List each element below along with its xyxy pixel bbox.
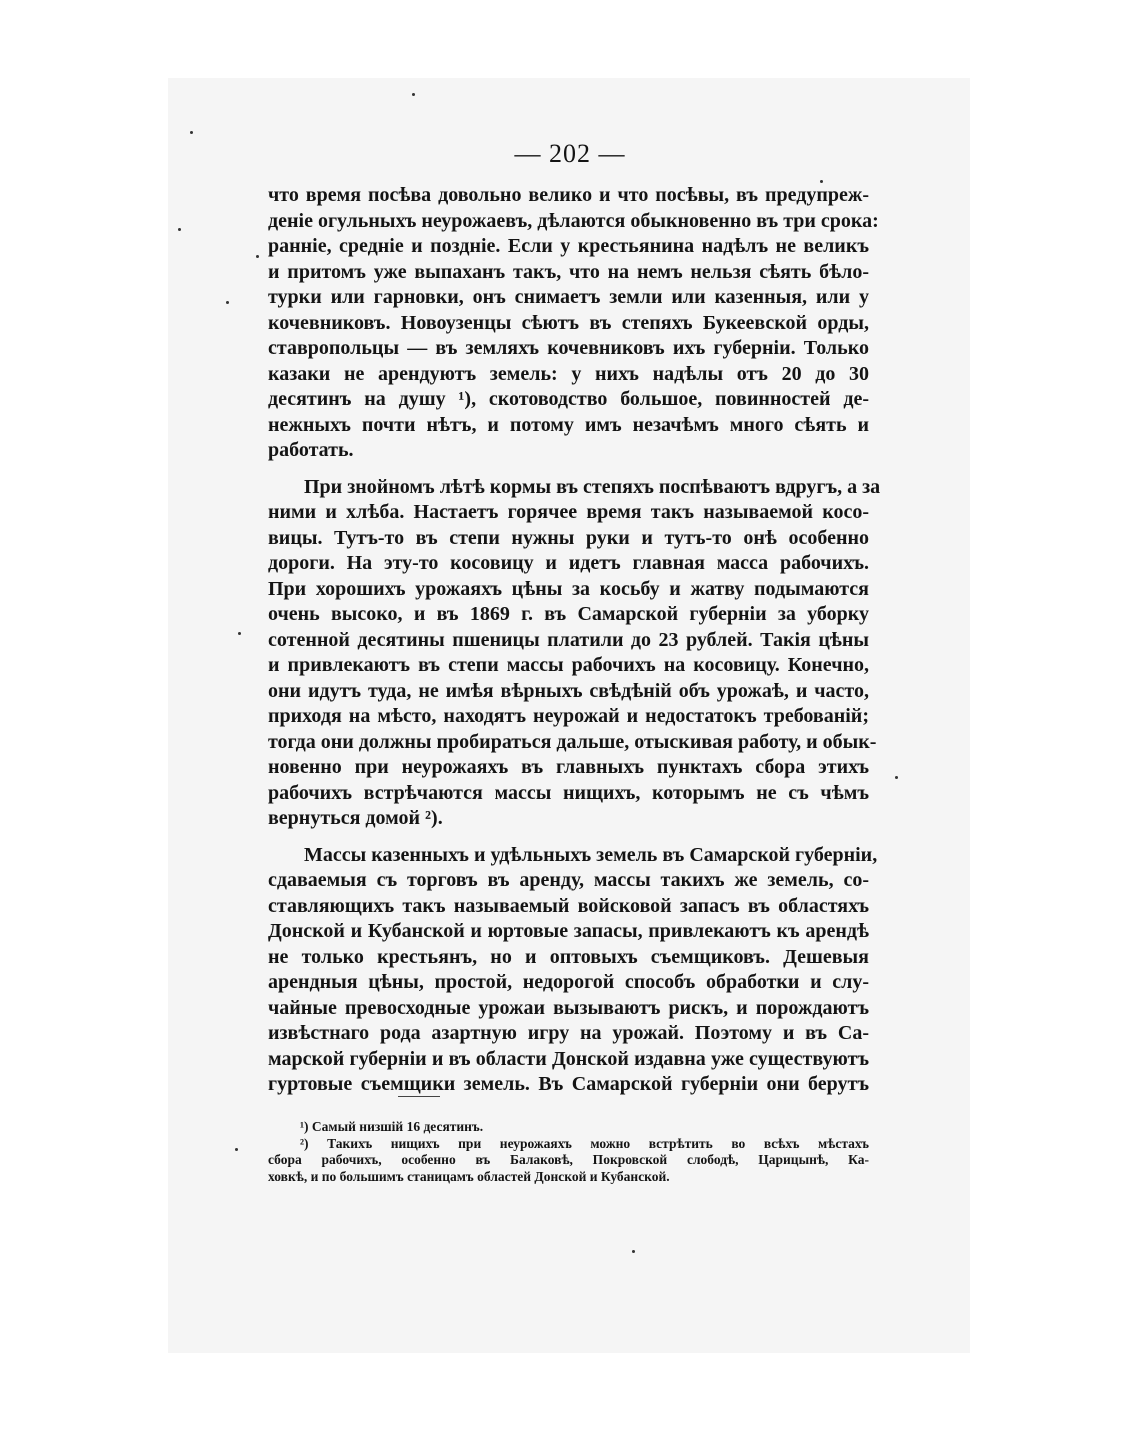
- text-line: казаки не арендуютъ земель: у нихъ надѣлы отъ 20 до 30: [268, 362, 869, 385]
- page-number: — 202 —: [514, 139, 626, 168]
- text-line: марской губерніи и въ области Донской издавна уже существуютъ: [268, 1047, 869, 1070]
- scan-speck: [235, 1148, 238, 1151]
- scan-speck: [256, 255, 259, 258]
- text-line: что время посѣва довольно велико и что посѣвы, въ предупреж-: [268, 184, 869, 206]
- footnote-line: ²) Такихъ нищихъ при неурожаяхъ можно встрѣтить во всѣхъ мѣстахъ: [300, 1135, 869, 1151]
- text-line: ними и хлѣба. Настаетъ горячее время такъ называемой косо-: [268, 501, 869, 523]
- text-line: чайные превосходные урожаи вызываютъ рискъ, и порождаютъ: [268, 996, 869, 1019]
- paragraph-3: [268, 843, 878, 1098]
- text-line: и привлекаютъ въ степи массы рабочихъ на косовицу. Конечно,: [268, 654, 869, 676]
- footnotes: [268, 1119, 869, 1185]
- scan-speck: [226, 301, 229, 304]
- text-line: Донской и Кубанской и юртовые запасы, привлекаютъ къ арендѣ: [268, 920, 869, 942]
- text-line: десятинъ на душу ¹), скотоводство большое, повинностей де-: [268, 388, 869, 410]
- text-line: очень высоко, и въ 1869 г. въ Самарской губерніи за уборку: [268, 603, 869, 625]
- text-line: сотенной десятины пшеницы платили до 23 рублей. Такія цѣны: [268, 628, 869, 651]
- paragraph-2: [268, 475, 881, 832]
- footnote-line: сбора рабочихъ, особенно въ Балаковѣ, Покровской слободѣ, Царицынѣ, Ка-: [268, 1152, 869, 1167]
- text-line: работать.: [268, 439, 354, 461]
- scan-speck: [238, 632, 241, 635]
- text-line: ранніе, средніе и поздніе. Если у крестьянина надѣлъ не великъ: [268, 235, 869, 257]
- text-line: и притомъ уже выпаханъ такъ, что на немъ нельзя сѣять бѣло-: [268, 260, 869, 283]
- text-line: деніе огульныхъ неурожаевъ, дѣлаются обыкновенно въ три срока:: [268, 209, 879, 232]
- text-line: тогда они должны пробираться дальше, отыскивая работу, и обык-: [268, 730, 877, 753]
- text-line: они идутъ туда, не имѣя вѣрныхъ свѣдѣній объ урожаѣ, и часто,: [268, 679, 869, 702]
- scan-speck: [895, 776, 898, 779]
- text-line: ставляющихъ такъ называемый войсковой запасъ въ областяхъ: [268, 894, 869, 917]
- paragraph-1: [268, 183, 879, 464]
- text-line: При хорошихъ урожаяхъ цѣны за косьбу и жатву подымаются: [268, 577, 869, 600]
- body-text: [268, 183, 881, 1109]
- scan-speck: [632, 1250, 635, 1253]
- scan-speck: [820, 180, 823, 183]
- footnote-line: ховкѣ, и по большимъ станицамъ областей Донской и Кубанской.: [268, 1168, 670, 1184]
- text-line: рабочихъ встрѣчаются массы нищихъ, которымъ не съ чѣмъ: [268, 781, 869, 804]
- text-line: извѣстнаго рода азартную игру на урожай. Поэтому и въ Са-: [268, 1022, 869, 1044]
- text-line: ставропольцы — въ земляхъ кочевниковъ ихъ губерніи. Только: [268, 337, 869, 359]
- text-line: арендныя цѣны, простой, недорогой способъ обработки и слу-: [268, 971, 869, 993]
- text-line: нежныхъ почти нѣтъ, и потому имъ незачѣмъ много сѣять и: [268, 413, 869, 436]
- text-line: приходя на мѣсто, находятъ неурожай и недостатокъ требованій;: [268, 705, 869, 727]
- text-line: новенно при неурожаяхъ въ главныхъ пунктахъ сбора этихъ: [268, 756, 869, 778]
- text-line: вицы. Тутъ-то въ степи нужны руки и тутъ-то онѣ особенно: [268, 526, 869, 549]
- text-line: не только крестьянъ, но и оптовыхъ съемщиковъ. Дешевыя: [268, 945, 869, 968]
- text-line: гуртовые съемщики земель. Въ Самарской губерніи они берутъ: [268, 1073, 869, 1095]
- text-line: При знойномъ лѣтѣ кормы въ степяхъ поспѣваютъ вдругъ, а за: [304, 475, 881, 498]
- text-line: Массы казенныхъ и удѣльныхъ земель въ Самарской губерніи,: [304, 843, 878, 866]
- footnote-separator: [398, 1096, 440, 1097]
- text-line: дороги. На эту-то косовицу и идетъ главная масса рабочихъ.: [268, 552, 869, 574]
- scan-speck: [190, 131, 193, 134]
- text-line: сдаваемыя съ торговъ въ аренду, массы такихъ же земель, со-: [268, 869, 869, 891]
- footnote-line: ¹) Самый низшій 16 десятинъ.: [300, 1119, 484, 1134]
- text-line: турки или гарновки, онъ снимаетъ земли или казенныя, или у: [268, 286, 869, 308]
- text-line: кочевниковъ. Новоузенцы сѣютъ въ степяхъ Букеевской орды,: [268, 311, 869, 334]
- scan-speck: [412, 93, 415, 96]
- scan-speck: [178, 228, 181, 231]
- text-line: вернуться домой ²).: [268, 807, 443, 829]
